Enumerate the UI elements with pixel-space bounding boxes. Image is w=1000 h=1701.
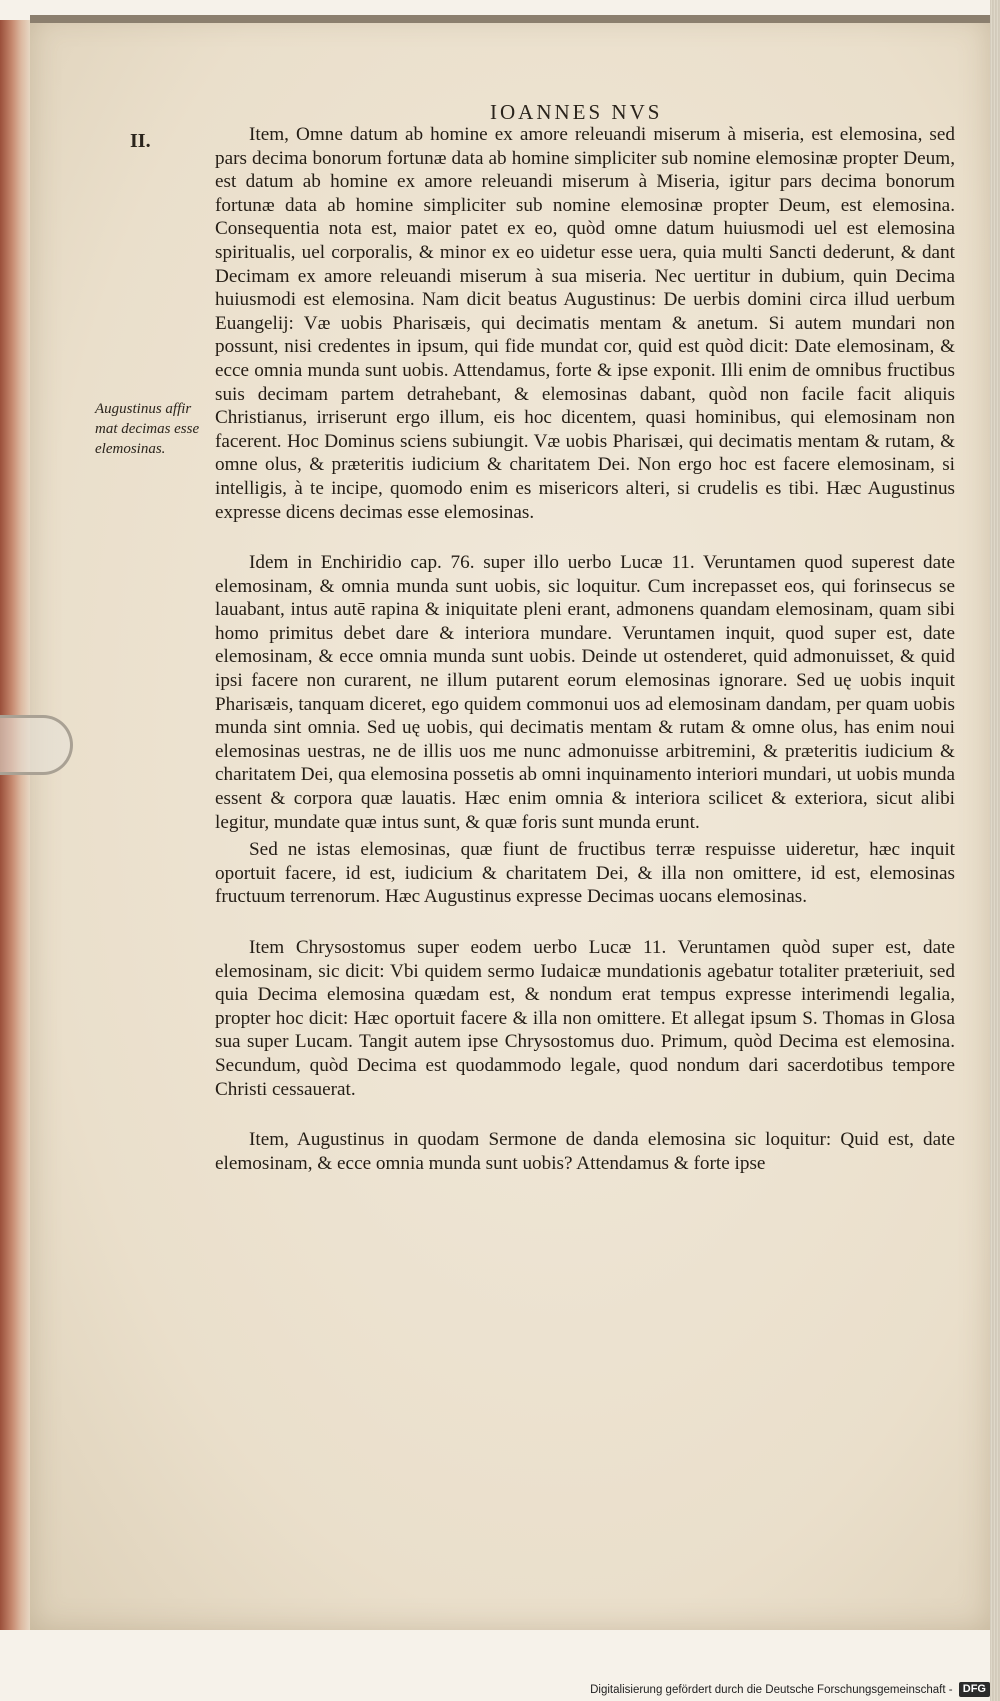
- paragraph-4: Item Chrysostomus super eodem uerbo Lucæ 11. Veruntamen quòd super est, date elemosinam, sic dicit: Vbi quidem sermo Iudaicæ mundationis agebatur totaliter præteriuit, sed quia Decima elemosina quædam est, & nondum erat tempus expresse interimendi legalia, propter hoc dicit: Hæc oportuit facere & illa non omittere. Et allegat ipsum S. Thomas in Glosa sua super Lucam. Tangit autem ipse Chrysostomus duo. Primum, quòd Decima est elemosina. Secundum, quòd Decima est quodammodo legale, quod nondum dari sacerdotibus tempore Christi cessauerat.: [215, 937, 955, 1100]
- margin-number: II.: [130, 130, 151, 152]
- paragraph-3: Sed ne istas elemosinas, quæ fiunt de fructibus terræ respuisse uideretur, hæc inquit oportuit facere, id est, iudicium & charitatem Dei, & illa non omittere, id est, elemosinas fructuum terrenorum. Hæc Augustinus expresse Decimas uocans elemosinas.: [215, 839, 955, 908]
- paragraph-5: Item, Augustinus in quodam Sermone de danda elemosina sic loquitur: Quid est, date elemosinam, & ecce omnia munda sunt uobis? Attendamus & forte ipse: [215, 1129, 955, 1174]
- clip-mark: [0, 715, 73, 775]
- margin-note: Augustinus affir mat decimas esse elemosinas.: [95, 401, 200, 457]
- digitization-credit: [0, 1680, 990, 1701]
- paragraph-2: Idem in Enchiridio cap. 76. super illo uerbo Lucæ 11. Veruntamen quod superest date elemosinam, & omnia munda sunt uobis, sic loquitur. Cum increpasset eos, qui forinsecus se lauabant, intus autē rapina & iniquitate pleni erant, admonens quandam elemosinam, quam sibi homo primitus debet dare & interiora mundare. Veruntamen inquit, quod super est, date elemosinam, & ecce omnia munda sunt uobis. Deinde ut ostenderet, quid admonuisset, & quid ipsi facere non curarent, ne illum putarent eorum elemosinas ignorare. Sed uę uobis inquit Pharisæis, tanquam diceret, ego quidem commonui uos ad elemosinam dandam, per quam uobis munda sint omnia. Sed uę uobis, qui decimatis mentam & rutam & omne olus, has enim noui elemosinas uestras, ne de illis uos me nunc admonuisse arbitremini, & præteritis iudicium & charitatem Dei, qua elemosina possetis ab omni inquinamento interiori mundari, ut uobis munda essent & corpora quæ lauatis. Hæc enim omnia & interiora scilicet & exteriora, sicut alibi legitur, mundate quæ intus sunt, & quæ foris sunt munda erunt.: [215, 552, 955, 833]
- running-head: IOANNES NVS: [490, 100, 663, 124]
- page-stack-edge: [990, 0, 1000, 1701]
- credit-text: Digitalisierung gefördert durch die Deutsche Forschungsgemeinschaft -: [590, 1684, 953, 1696]
- text-column: [215, 123, 955, 1175]
- dfg-logo-icon: DFG: [959, 1682, 990, 1697]
- book-binding-edge: [0, 20, 30, 1630]
- page-top-edge: [30, 15, 990, 23]
- paragraph-1: Item, Omne datum ab homine ex amore releuandi miserum à miseria, est elemosina, sed pars decima bonorum fortunæ data ab homine simpliciter sub nomine elemosinæ propter Deum, est datum ab homine ex amore releuandi miserum à Miseria, igitur pars decima bonorum fortunæ data ab homine simpliciter sub nomine elemosinæ propter Deum, est elemosina. Consequentia nota est, maior patet ex eo, quòd omne datum huiusmodi uel est elemosina spiritualis, uel corporalis, & minor ex eo uidetur esse uera, quia multi Sancti dederunt, & dant Decimam ex amore releuandi miserum à sua miseria. Nec uertitur in dubium, quin Decima huiusmodi est elemosina. Nam dicit beatus Augustinus: De uerbis domini circa illud uerbum Euangelij: Væ uobis Pharisæis, qui decimatis mentam & anetum. Si autem mundari non possunt, nisi credentes in ipsum, qui fide mundat cor, quid est quòd dicit: Date elemosinam, & ecce omnia munda sunt uobis. Attendamus, forte & ipse exponit. Illi enim de omnibus fructibus suis decimam partem detrahebant, & elemosinas dabant, quòd non facile facit aliquis Christianus, irriserunt ergo illum, eis hoc dicentem, quasi hominibus, qui elemosinam non facerent. Hoc Dominus sciens subiungit. Væ uobis Pharisæi, qui decimatis mentam & rutam, & omne olus, & præteritis iudicium & charitatem Dei. Non ergo hoc est facere elemosinam, si intelligis, à te incipe, quomodo enim es misericors alteri, si crudelis es tibi. Hæc Augustinus expresse dicens decimas esse elemosinas.: [215, 124, 955, 523]
